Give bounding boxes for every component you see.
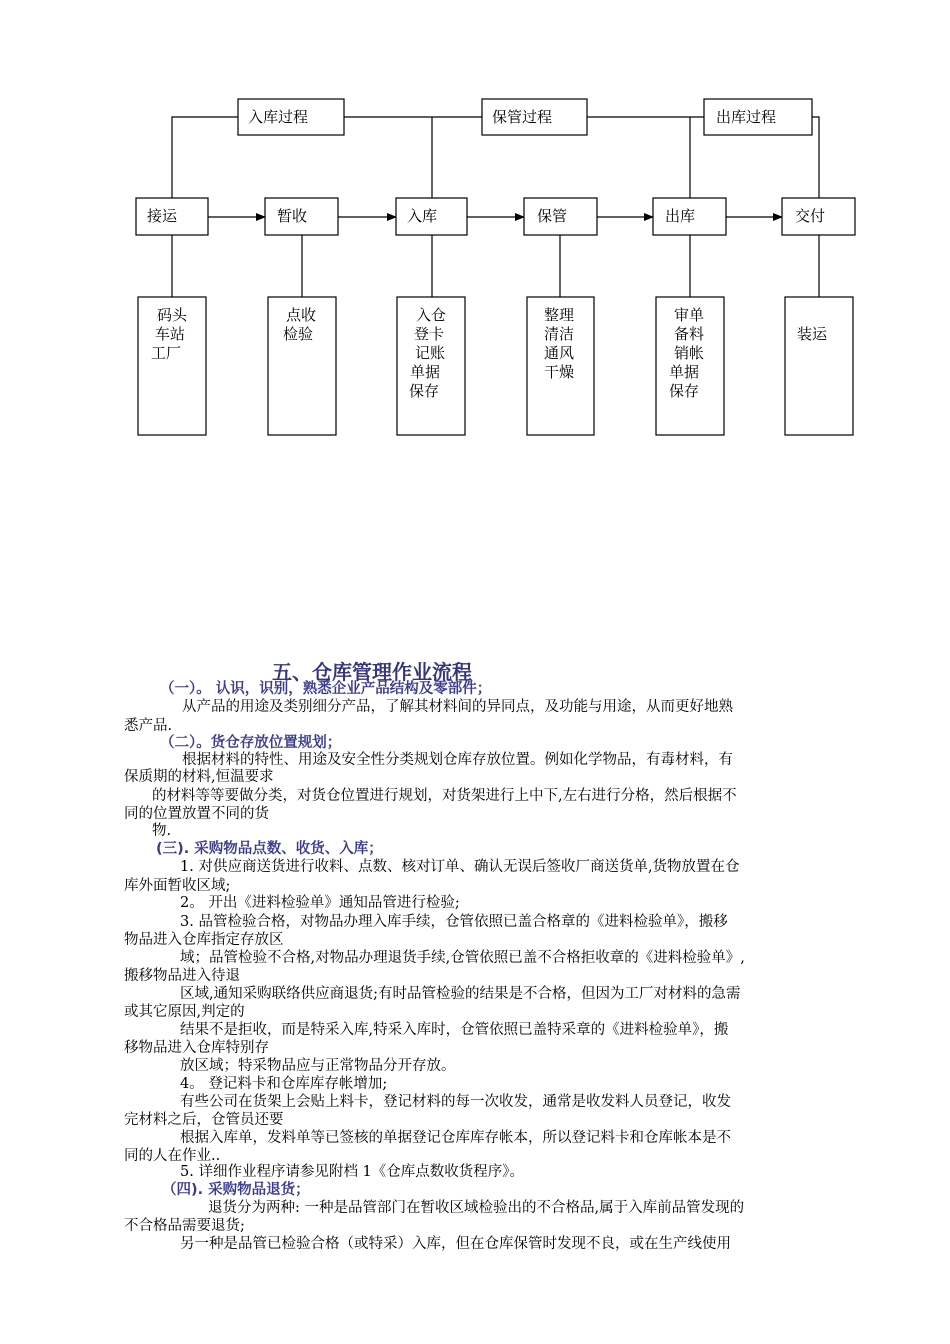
detail-boxes [138,297,853,435]
detail-3-line-3: 记账 [415,344,446,362]
s4-heading: （四). 采购物品退货； [162,1182,310,1198]
s3-item3d-line-2: 移物品进入仓库特别存 [124,1040,269,1056]
s4-p2-line-1: 另一种是品管已检验合格（或特采）入库，但在仓库保管时发现不良，或在生产线使用 [180,1236,731,1252]
s3-item4b-line-1: 有些公司在货架上会贴上料卡，登记材料的每一次收发，通常是收发料人员登记，收发 [180,1094,731,1110]
top-label-outbound: 出库过程 [716,108,777,126]
detail-2-line-2: 检验 [283,325,314,343]
detail-3-line-4: 单据 [410,363,441,381]
step-label-1: 接运 [147,207,178,225]
s2-p1-line-1: 根据材料的特性、用途及安全性分类规划仓库存放位置。例如化学物品，有毒材料，有 [182,752,733,768]
s4-p1-line-1: 退货分为两种: 一种是品管部门在暂收区域检验出的不合格品,属于入库前品管发现的 [208,1200,745,1216]
s3-item3-line-2: 物品进入仓库指定存放区 [124,932,284,948]
s3-item4c-line-1: 根据入库单，发料单等已签核的单据登记仓库库存帐本，所以登记料卡和仓库帐本是不 [180,1130,731,1146]
s3-heading: (三). 采购物品点数、收货、入库； [156,841,383,857]
s2-p2-line-1: 的材料等等要做分类，对货仓位置进行规划，对货架进行上中下,左右进行分格，然后根据不 [152,788,737,804]
s2-p1-line-2: 保质期的材料,恒温要求 [124,769,274,785]
s3-item3d-line-1: 结果不是拒收，而是特采入库,特采入库时，仓管依照已盖特采章的《进料检验单》，搬 [180,1022,729,1038]
detail-4-line-3: 通风 [544,344,575,362]
detail-5-line-3: 销帐 [674,344,705,362]
detail-4-line-4: 干燥 [544,363,575,381]
s3-item1-line-1: 1. 对供应商送货进行收料、点数、核对订单、确认无误后签收厂商送货单,货物放置在仓 [180,859,740,875]
detail-5-line-1: 审单 [674,306,705,324]
step-label-3: 入库 [407,207,438,225]
s1-p1-line-2: 悉产品. [124,718,173,734]
s3-item3e-line-1: 放区域；特采物品应与正常物品分开存放。 [180,1058,456,1074]
warehouse-flow-diagram [0,0,950,450]
s4-p1-line-2: 不合格品需要退货; [124,1218,245,1234]
step-label-4: 保管 [537,207,568,225]
detail-4-line-2: 清洁 [544,325,575,343]
step-label-6: 交付 [795,207,826,225]
detail-5-line-5: 保存 [669,382,700,400]
detail-box-6 [785,297,853,435]
s1-p1-line-1: 从产品的用途及类别细分产品，了解其材料间的异同点，及功能与用途，从而更好地熟 [182,699,733,715]
step-label-5: 出库 [665,207,696,225]
s2-heading: （二）。货仓存放位置规划； [160,735,342,751]
s3-item3b-line-2: 搬移物品进入待退 [124,968,240,984]
s3-item3-line-1: 3. 品管检验合格，对物品办理入库手续，仓管依照已盖合格章的《进料检验单》，搬移 [180,914,728,930]
detail-1-line-3: 工厂 [151,344,182,362]
section-title: 五、仓库管理作业流程 [272,660,472,684]
s3-item3c-line-1: 区域,通知采购联络供应商退货;有时品管检验的结果是不合格，但因为工厂对材料的急需 [180,986,741,1002]
detail-1-line-2: 车站 [155,325,186,343]
detail-6-line-1: 装运 [797,325,828,343]
detail-3-line-1: 入仓 [416,306,447,324]
detail-4-line-1: 整理 [544,306,575,324]
detail-3-line-2: 登卡 [414,325,445,343]
step-label-2: 暂收 [277,207,308,225]
s3-item3b-line-1: 域；品管检验不合格,对物品办理退货手续,仓管依照已盖不合格拒收章的《进料检验单》, [180,950,745,966]
s3-item3c-line-2: 或其它原因,判定的 [124,1004,245,1020]
s1-heading: （一）。 认识，识别，熟悉企业产品结构及零部件； [160,681,492,697]
top-label-inbound: 入库过程 [248,108,309,126]
detail-5-line-2: 备料 [674,325,705,343]
s3-item2: 2。 开出《进料检验单》通知品管进行检验; [180,895,460,911]
s3-item1-line-2: 库外面暂收区域; [124,878,231,894]
detail-3-line-5: 保存 [409,382,440,400]
s3-item4b-line-2: 完材料之后，仓管员还要 [124,1112,284,1128]
s3-item5: 5. 详细作业程序请参见附档 1《仓库点数收货程序》。 [180,1164,525,1180]
detail-5-line-4: 单据 [669,363,700,381]
detail-2-line-1: 点收 [286,306,317,324]
s2-p2-line-2: 同的位置放置不同的货 [124,806,269,822]
s3-item4: 4。 登记料卡和仓库库存帐增加; [180,1076,388,1092]
s3-item4c-line-2: 同的人在作业.. [124,1148,221,1164]
s2-p3-line-1: 物. [152,823,172,839]
top-label-storage: 保管过程 [492,108,553,126]
detail-1-line-1: 码头 [157,306,188,324]
